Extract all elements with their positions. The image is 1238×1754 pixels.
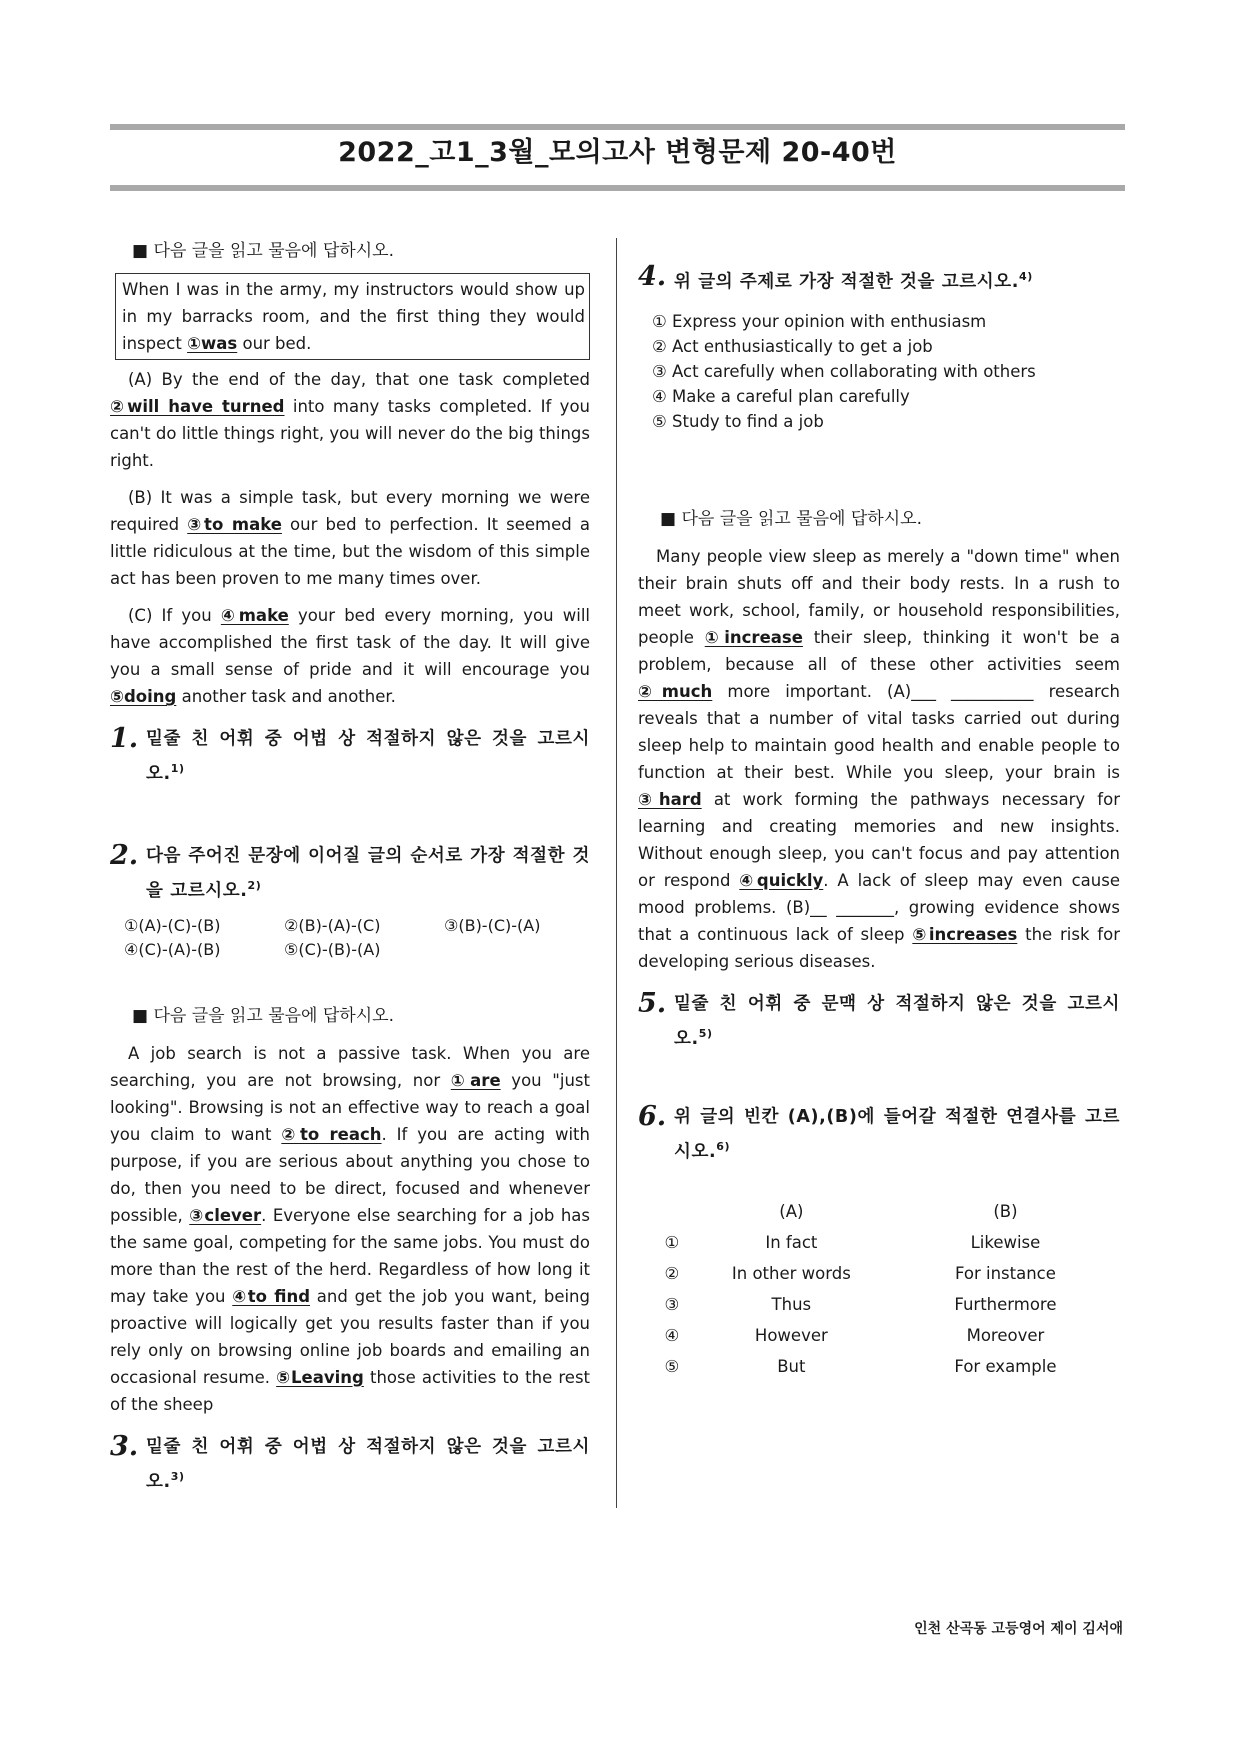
question-4-number: 4. — [638, 261, 667, 292]
question-3 — [110, 1432, 590, 1497]
question-4-text: 위 글의 주제로 가장 적절한 것을 고르시오.$^{4)}$ — [674, 270, 1033, 292]
question-2-options — [124, 916, 590, 959]
option[interactable]: ⑤ Study to find a job — [652, 411, 824, 431]
passage-1-paragraph-c: (C) If you ④make your bed every morning, you will have accomplished the first task of the day. It will give you a small sense of pride and it will encourage you ⑤doing another task and another. — [110, 606, 590, 706]
question-5 — [638, 989, 1120, 1054]
question-1 — [110, 724, 590, 789]
table-row[interactable]: ③ Thus Furthermore — [664, 1295, 1057, 1315]
header-rule-bottom — [110, 185, 1125, 191]
passage-3: Many people view sleep as merely a "down time" when their brain shuts off and their body rests. In a rush to meet work, school, family, or household responsibilities, people ①increase their sleep, thinking it won't be a problem, because all of these other activities seem ②much more important. (A)___ __________ research reveals that a number of vital tasks carried out during sleep help to maintain good health and enable people to function at their best. While you sleep, your brain is ③hard at work forming the pathways necessary for learning and creating memories and new insights. Without enough sleep, you can't focus and pay attention or respond ④quickly. A lack of sleep may even cause mood problems. (B)__ _______, growing evidence shows that a continuous lack of sleep ⑤increases the risk for developing serious diseases. — [638, 546, 1120, 971]
question-2-number: 2. — [110, 839, 139, 871]
question-1-text: 밑줄 친 어휘 중 어법 상 적절하지 않은 것을 고르시오.$^{1)}$ — [146, 729, 590, 784]
question-6-number: 6. — [638, 1100, 667, 1132]
passage-1-paragraph-a: (A) By the end of the day, that one task completed ②will have turned into many tasks completed. If you can't do little things right, you will never do the big things right. — [110, 370, 590, 470]
question-4 — [638, 262, 1120, 297]
header-b: (B) — [993, 1202, 1018, 1222]
question-6-text: 위 글의 빈칸 (A),(B)에 들어갈 적절한 연결사를 고르시오.$^{6)}$ — [674, 1106, 1120, 1162]
question-3-text: 밑줄 친 어휘 중 어법 상 적절하지 않은 것을 고르시오.$^{3)}$ — [146, 1436, 590, 1492]
table-row[interactable]: ① In fact Likewise — [664, 1233, 1041, 1253]
option[interactable]: ①(A)-(C)-(B) — [124, 915, 221, 935]
left-column — [110, 230, 590, 1496]
option[interactable]: ②(B)-(A)-(C) — [284, 915, 381, 935]
right-column — [638, 262, 1120, 1382]
option[interactable]: ④(C)-(A)-(B) — [124, 939, 221, 959]
question-2 — [110, 841, 590, 906]
instruction-2: ■ 다음 글을 읽고 물음에 답하시오. — [132, 1005, 394, 1026]
option[interactable]: ④ Make a careful plan carefully — [652, 386, 910, 406]
table-row[interactable]: ② In other words For instance — [664, 1264, 1056, 1284]
question-5-text: 밑줄 친 어휘 중 문맥 상 적절하지 않은 것을 고르시오.$^{5)}$ — [674, 993, 1120, 1049]
question-4-options — [652, 309, 1120, 434]
question-2-text: 다음 주어진 문장에 이어질 글의 순서로 가장 적절한 것을 고르시오.$^{2)}$ — [146, 845, 590, 901]
passage-2: A job search is not a passive task. When you are searching, you are not browsing, nor ①are you "just looking". Browsing is not an effective way to reach a goal you claim to want ②to reach. If you are acting with purpose, if you are serious about anything you chose to do, then you need to be direct, focused and whenever possible, ③clever. Everyone else searching for a job has the same goal, competing for the same jobs. You must do more than the rest of the herd. Regardless of how long it may take you ④to find and get the job you want, being proactive will logically get you results faster than if you rely only on browsing online job boards and emailing an occasional resume. ⑤Leaving those activities to the rest of the sheep — [110, 1043, 591, 1414]
option[interactable]: ③(B)-(C)-(A) — [444, 915, 541, 935]
option[interactable]: ⑤(C)-(B)-(A) — [284, 939, 381, 959]
passage-1-given: When I was in the army, my instructors would show up in my barracks room, and the first thing they would inspect ①was our bed. — [115, 273, 590, 360]
page-title: 2022_고1_3월_모의고사 변형문제 20-40번 — [338, 137, 897, 168]
instruction-3: ■ 다음 글을 읽고 물음에 답하시오. — [660, 508, 922, 529]
table-row[interactable]: ④ However Moreover — [664, 1326, 1045, 1346]
question-3-number: 3. — [110, 1430, 139, 1462]
instruction-1: ■ 다음 글을 읽고 물음에 답하시오. — [132, 241, 394, 261]
connector-table — [652, 1196, 1120, 1382]
question-1-number: 1. — [110, 723, 139, 754]
question-5-number: 5. — [638, 987, 667, 1019]
table-header-row — [652, 1196, 1120, 1227]
author-footer: 인천 산곡동 고등영어 제이 김서애 — [914, 1621, 1123, 1637]
header-a: (A) — [779, 1202, 804, 1222]
option[interactable]: ② Act enthusiastically to get a job — [652, 336, 933, 356]
passage-1-paragraph-b: (B) It was a simple task, but every morning we were required ③to make our bed to perfection. It seemed a little ridiculous at the time, but the wisdom of this simple act has been proven to me many times over. — [110, 488, 590, 588]
table-row[interactable]: ⑤ But For example — [664, 1357, 1057, 1377]
option[interactable]: ③ Act carefully when collaborating with others — [652, 361, 1036, 381]
question-6 — [638, 1102, 1120, 1167]
column-divider — [616, 238, 617, 1508]
option[interactable]: ① Express your opinion with enthusiasm — [652, 311, 987, 331]
